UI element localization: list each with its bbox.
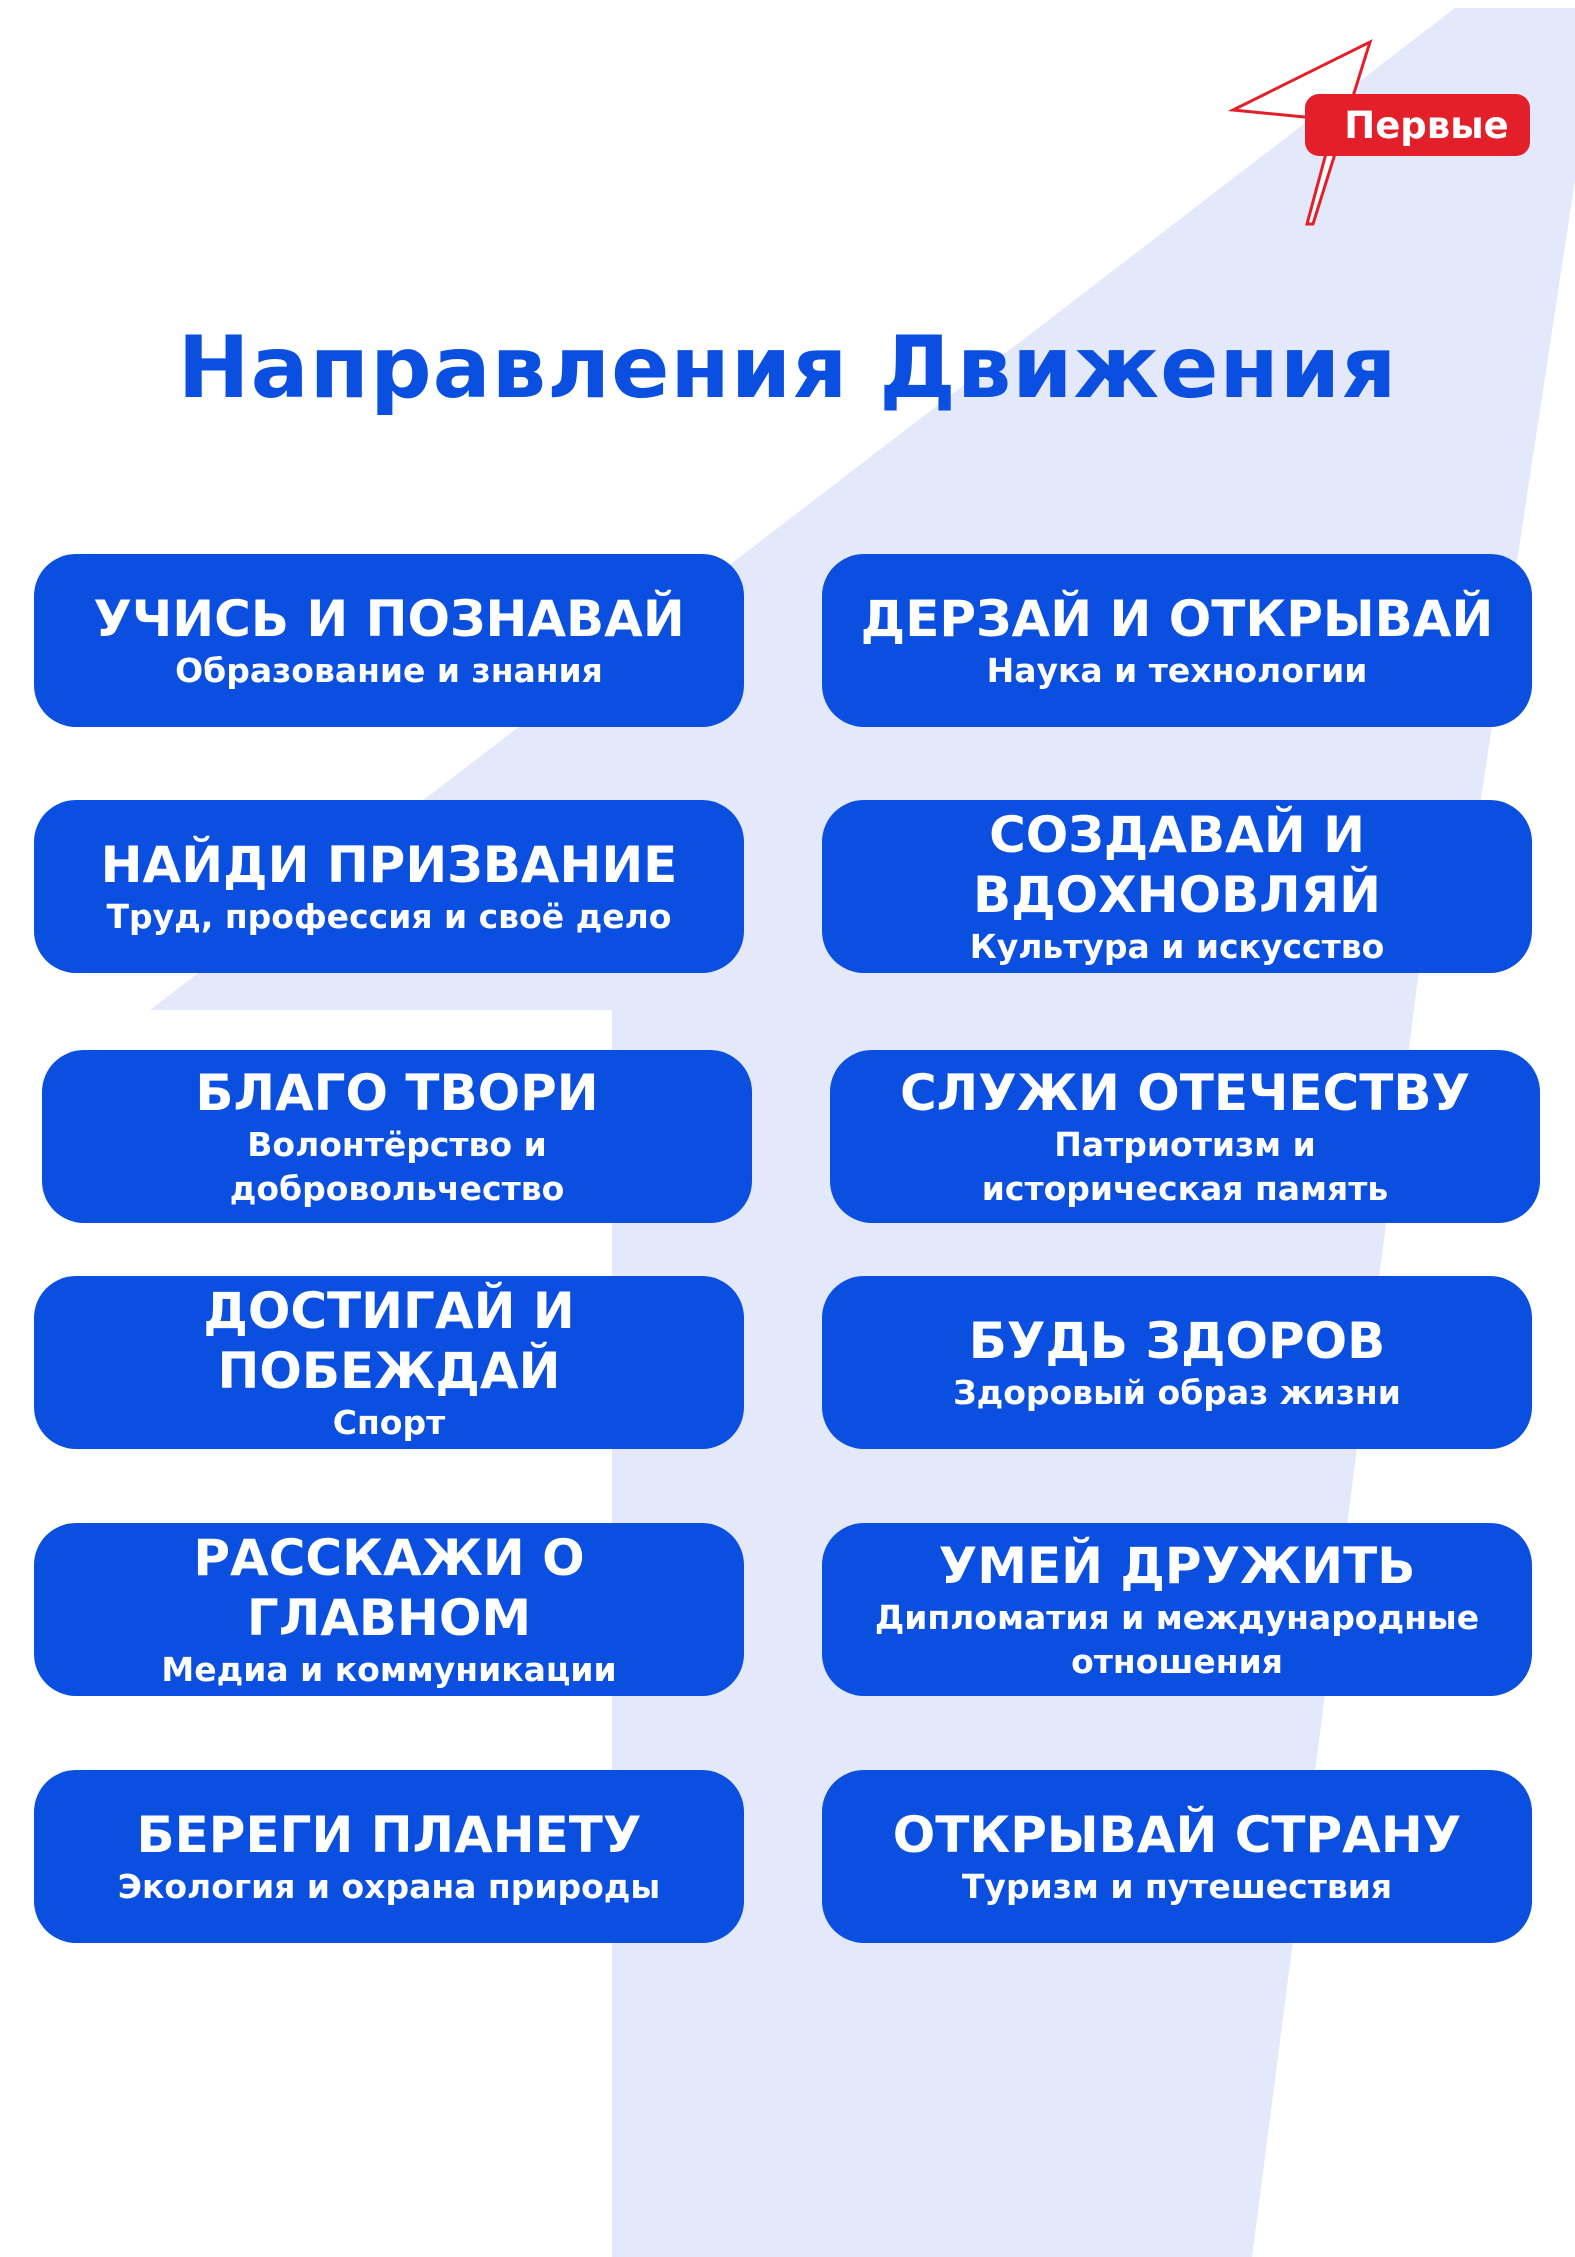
direction-card-diplomacy[interactable] xyxy=(822,1523,1532,1696)
direction-card-learn[interactable] xyxy=(34,554,744,727)
card-title: СОЗДАВАЙ И ВДОХНОВЛЯЙ xyxy=(972,805,1382,924)
logo xyxy=(1225,38,1535,233)
card-subtitle: Наука и технологии xyxy=(986,650,1368,690)
card-subtitle: Дипломатия и международные отношения xyxy=(874,1597,1480,1681)
card-title: ДЕРЗАЙ И ОТКРЫВАЙ xyxy=(860,589,1494,648)
direction-card-culture[interactable] xyxy=(822,800,1532,973)
card-title: БУДЬ ЗДОРОВ xyxy=(968,1311,1386,1370)
card-subtitle: Спорт xyxy=(332,1402,446,1442)
direction-card-science[interactable] xyxy=(822,554,1532,727)
logo-text: Первые xyxy=(1305,94,1530,156)
card-subtitle: Культура и искусство xyxy=(969,926,1385,966)
card-title: СЛУЖИ ОТЕЧЕСТВУ xyxy=(899,1063,1471,1122)
direction-card-health[interactable] xyxy=(822,1276,1532,1449)
card-subtitle: Туризм и путешествия xyxy=(961,1866,1393,1906)
card-subtitle: Волонтёрство и добровольчество xyxy=(229,1124,565,1208)
card-title: РАССКАЖИ О ГЛАВНОМ xyxy=(193,1528,585,1647)
direction-card-sport[interactable] xyxy=(34,1276,744,1449)
card-subtitle: Экология и охрана природы xyxy=(117,1866,661,1906)
direction-card-patriotism[interactable] xyxy=(830,1050,1540,1223)
card-subtitle: Медиа и коммуникации xyxy=(161,1649,617,1689)
card-subtitle: Патриотизм и историческая память xyxy=(981,1124,1389,1208)
page-title: Направления Движения xyxy=(177,318,1398,418)
direction-card-ecology[interactable] xyxy=(34,1770,744,1943)
card-title: БЕРЕГИ ПЛАНЕТУ xyxy=(136,1805,642,1864)
card-subtitle: Образование и знания xyxy=(175,650,603,690)
direction-card-media[interactable] xyxy=(34,1523,744,1696)
card-title: УМЕЙ ДРУЖИТЬ xyxy=(938,1536,1416,1595)
card-title: БЛАГО ТВОРИ xyxy=(195,1063,599,1122)
card-title: НАЙДИ ПРИЗВАНИЕ xyxy=(100,835,678,894)
direction-card-tourism[interactable] xyxy=(822,1770,1532,1943)
card-subtitle: Труд, профессия и своё дело xyxy=(106,896,672,936)
direction-card-volunteer[interactable] xyxy=(42,1050,752,1223)
card-title: УЧИСЬ И ПОЗНАВАЙ xyxy=(93,589,685,648)
card-title: ДОСТИГАЙ И ПОБЕЖДАЙ xyxy=(203,1281,575,1400)
direction-card-calling[interactable] xyxy=(34,800,744,973)
card-title: ОТКРЫВАЙ СТРАНУ xyxy=(892,1805,1462,1864)
card-subtitle: Здоровый образ жизни xyxy=(953,1372,1401,1412)
